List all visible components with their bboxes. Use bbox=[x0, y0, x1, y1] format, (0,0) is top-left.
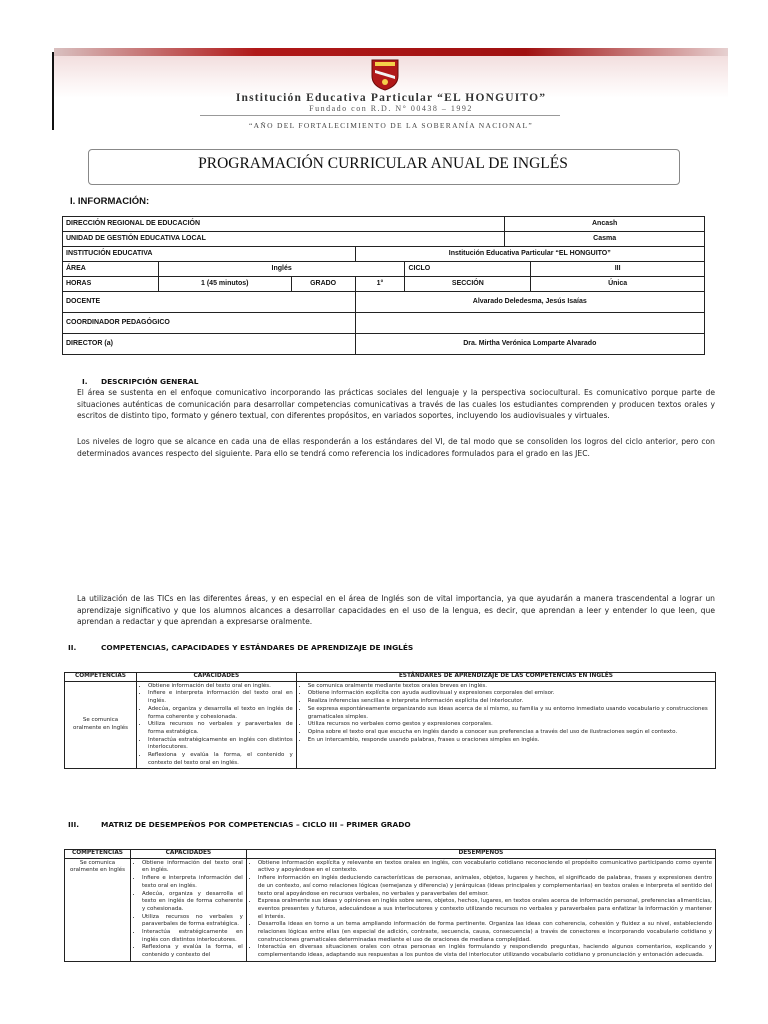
list-item: • Interactúa estratégicamente en inglés con distintos interlocutores. bbox=[142, 929, 243, 944]
info-label: HORAS bbox=[63, 277, 159, 292]
document-title: PROGRAMACIÓN CURRICULAR ANUAL DE INGLÉS bbox=[198, 155, 568, 172]
list-item: • Se comunica oralmente mediante textos orales breves en inglés. bbox=[308, 683, 712, 691]
list-item: • Interactúa estratégicamente en inglés con distintos interlocutores. bbox=[148, 737, 293, 752]
list-item: • Infiere información en inglés deduciendo características de personas, animales, objetos, lugares y hechos, el significado de palabras, frases y expresiones dentro de un contexto, así como relaciones lógicas (semejanza y diferencia) y jerárquicas (ideas principales y complementarias) en textos orales e interpreta el sentido del texto oral apoyándose en recursos verbales, no verbales y paraverbales del emisor. bbox=[258, 875, 712, 898]
col-estandares: ESTÁNDARES DE APRENDIZAJE DE LAS COMPETENCIAS EN INGLÉS bbox=[296, 673, 715, 682]
desc-heading: DESCRIPCIÓN GENERAL bbox=[101, 377, 199, 386]
list-item: • Infiere e interpreta información del texto oral en inglés. bbox=[148, 690, 293, 705]
list-item: • Obtiene información del texto oral en inglés. bbox=[142, 860, 243, 875]
info-value bbox=[355, 313, 704, 334]
list-item: • Adecúa, organiza y desarrolla el texto en inglés de forma coherente y cohesionada. bbox=[148, 706, 293, 721]
info-label: UNIDAD DE GESTIÓN EDUCATIVA LOCAL bbox=[63, 232, 505, 247]
table-header-row bbox=[65, 673, 716, 682]
info-label: ÁREA bbox=[63, 262, 159, 277]
list-item: • Infiere e interpreta información del texto oral en inglés. bbox=[142, 875, 243, 890]
info-row-dre bbox=[63, 217, 705, 232]
list-item: • Utiliza recursos no verbales y paraverbales de forma estratégica. bbox=[142, 914, 243, 929]
col-capacidades: CAPACIDADES bbox=[130, 850, 246, 859]
list-item: • Expresa oralmente sus ideas y opiniones en inglés sobre seres, objetos, hechos, lugares, en textos orales acerca de información personal, preferencias alimenticias, eventos presentes y futuros, adecuándose a sus interlocutores y contexto utilizando recursos no verbales y paraverbales para enfatizar la información y mantener el interés. bbox=[258, 898, 712, 921]
capacidades-cell bbox=[130, 858, 246, 961]
info-row-horas bbox=[63, 277, 705, 292]
school-founded: Fundado con R.D. N° 00438 – 1992 bbox=[309, 104, 473, 113]
list-item: • Opina sobre el texto oral que escucha en inglés dando a conocer sus preferencias a través del uso de ilustraciones según el contexto. bbox=[308, 729, 712, 737]
info-label: GRADO bbox=[291, 277, 355, 292]
list-item: • Reflexiona y evalúa la forma, el contenido y contexto del texto oral en inglés. bbox=[148, 752, 293, 767]
info-row-area bbox=[63, 262, 705, 277]
competencia-cell: Se comunica oralmente en Inglés bbox=[65, 858, 131, 961]
list-item: • Adecúa, organiza y desarrolla el texto en inglés de forma coherente y cohesionada. bbox=[142, 891, 243, 914]
info-table bbox=[62, 216, 705, 355]
list-item: • Obtiene información explícita con ayuda audiovisual y expresiones corporales del emisor. bbox=[308, 690, 712, 698]
list-item: • Obtiene información explícita y relevante en textos orales en inglés, con vocabulario cotidiano reconociendo el propósito comunicativo participando como oyente activo y apoyándose en el contexto. bbox=[258, 860, 712, 875]
info-label: INSTITUCIÓN EDUCATIVA bbox=[63, 247, 356, 262]
info-value: Única bbox=[531, 277, 705, 292]
info-label: SECCIÓN bbox=[405, 277, 531, 292]
info-row-director bbox=[63, 334, 705, 355]
info-label: CICLO bbox=[405, 262, 531, 277]
info-label: DIRECCIÓN REGIONAL DE EDUCACIÓN bbox=[63, 217, 505, 232]
info-row-docente bbox=[63, 292, 705, 313]
info-value: Inglés bbox=[158, 262, 405, 277]
competencies-table bbox=[64, 672, 716, 769]
desc-number: I. bbox=[82, 377, 88, 386]
col-competencias: COMPETENCIAS bbox=[65, 850, 131, 859]
section3-heading: MATRIZ DE DESEMPEÑOS POR COMPETENCIAS – CICLO III – PRIMER GRADO bbox=[101, 820, 411, 829]
section-info-heading: I. INFORMACIÓN: bbox=[70, 196, 150, 207]
section2-number: II. bbox=[68, 643, 77, 652]
list-item: • En un intercambio, responde usando palabras, frases u oraciones simples en inglés. bbox=[308, 737, 712, 745]
section2-heading: COMPETENCIAS, CAPACIDADES Y ESTÁNDARES DE APRENDIZAJE DE INGLÉS bbox=[101, 643, 414, 652]
estandares-cell bbox=[296, 681, 715, 769]
info-value: Institución Educativa Particular “EL HONGUITO” bbox=[355, 247, 704, 262]
desempenos-cell bbox=[246, 858, 715, 961]
info-row-coordinador bbox=[63, 313, 705, 334]
info-value: Casma bbox=[505, 232, 705, 247]
info-value: Dra. Mirtha Verónica Lomparte Alvarado bbox=[355, 334, 704, 355]
school-crest-icon bbox=[370, 58, 400, 92]
col-desempenos: DESEMPEÑOS bbox=[246, 850, 715, 859]
col-competencias: COMPETENCIAS bbox=[65, 673, 137, 682]
matrix-clip bbox=[64, 849, 716, 1024]
info-value: Ancash bbox=[505, 217, 705, 232]
list-item: • Utiliza recursos no verbales como gestos y expresiones corporales. bbox=[308, 721, 712, 729]
info-row-ie bbox=[63, 247, 705, 262]
capacidades-cell bbox=[136, 681, 296, 769]
desc-paragraph-1: El área se sustenta en el enfoque comunicativo incorporando las prácticas sociales del lenguaje y la perspectiva sociocultural. Es comunicativo porque parte de situaciones auténticas de comunicación para desarrollar competencias comunicativas a través de las cuales los estudiantes comprenden y producen textos orales y escritos de distinto tipo, formato y género textual, con diferentes propósitos, en variados soportes, incluyendo los audiovisuales y virtuales. bbox=[77, 388, 715, 420]
info-value: III bbox=[531, 262, 705, 277]
info-label: DIRECTOR (a) bbox=[63, 334, 356, 355]
list-item: • Utiliza recursos no verbales y paraverbales de forma estratégica. bbox=[148, 721, 293, 736]
desc-paragraph-2: Los niveles de logro que se alcance en cada una de ellas responderán a los estándares del VI, de tal modo que se consoliden los logros del ciclo anterior, pero con determinados avances respecto del siguiente. Para ello se tendrá como referencia los indicadores formulados para el grado en las JEC. bbox=[77, 437, 715, 458]
list-item: • Se expresa espontáneamente organizando sus ideas acerca de sí mismo, su familia y su entorno inmediato usando vocabulario y construcciones gramaticales simples. bbox=[308, 706, 712, 721]
table-row bbox=[65, 858, 716, 961]
table-header-row bbox=[65, 850, 716, 859]
col-capacidades: CAPACIDADES bbox=[136, 673, 296, 682]
info-value: 1 (45 minutos) bbox=[158, 277, 291, 292]
table-row bbox=[65, 681, 716, 769]
info-label: COORDINADOR PEDAGÓGICO bbox=[63, 313, 356, 334]
school-name: Institución Educativa Particular “EL HONGUITO” bbox=[235, 92, 547, 104]
info-value: 1° bbox=[355, 277, 405, 292]
header-red-band bbox=[54, 48, 728, 56]
list-item: • Desarrolla ideas en torno a un tema ampliando información de forma pertinente. Organiza las ideas con coherencia, cohesión y fluidez a su nivel, estableciendo relaciones lógicas entre ellas (en especial de adición, contraste, secuencia, causa, consecuencia) a través de conectores e incorporando vocabulario cotidiano y construcciones gramaticales determinadas mediante el uso de oraciones de mediana complejidad. bbox=[258, 921, 712, 944]
desc-paragraph-3: La utilización de las TICs en las diferentes áreas, y en especial en el área de Inglés son de vital importancia, ya que ayudarán a manera trascendental a lograr un aprendizaje significativo y que los alumnos alcances a desarrollar capacidades en el uso de la lengua, es decir, que aprendan a leer y entender lo que leen, que aprendan a redactar y que aprendan a expresarse oralmente. bbox=[77, 594, 715, 626]
header-left-rule bbox=[52, 52, 54, 130]
list-item: • Reflexiona y evalúa la forma, el contenido y contexto del bbox=[142, 944, 243, 959]
year-motto: “AÑO DEL FORTALECIMIENTO DE LA SOBERANÍA NACIONAL” bbox=[249, 121, 533, 130]
header-divider bbox=[200, 115, 560, 116]
info-label: DOCENTE bbox=[63, 292, 356, 313]
info-value: Alvarado Deledesma, Jesús Isaías bbox=[355, 292, 704, 313]
list-item: • Interactúa en diversas situaciones orales con otras personas en inglés formulando y respondiendo preguntas, haciendo algunos comentarios, explicando y complementando ideas, adaptando sus respuestas a los puntos de vista del interlocutor utilizando vocabulario cotidiano y pronunciación y entonación adecuada. bbox=[258, 944, 712, 959]
performance-matrix-table bbox=[64, 849, 716, 962]
section3-number: III. bbox=[68, 820, 80, 829]
list-item: • Realiza inferencias sencillas e interpreta información explícita del interlocutor. bbox=[308, 698, 712, 706]
competencia-cell: Se comunica oralmente en Inglés bbox=[65, 681, 137, 769]
list-item: • Obtiene información del texto oral en inglés. bbox=[148, 683, 293, 691]
info-row-ugel bbox=[63, 232, 705, 247]
